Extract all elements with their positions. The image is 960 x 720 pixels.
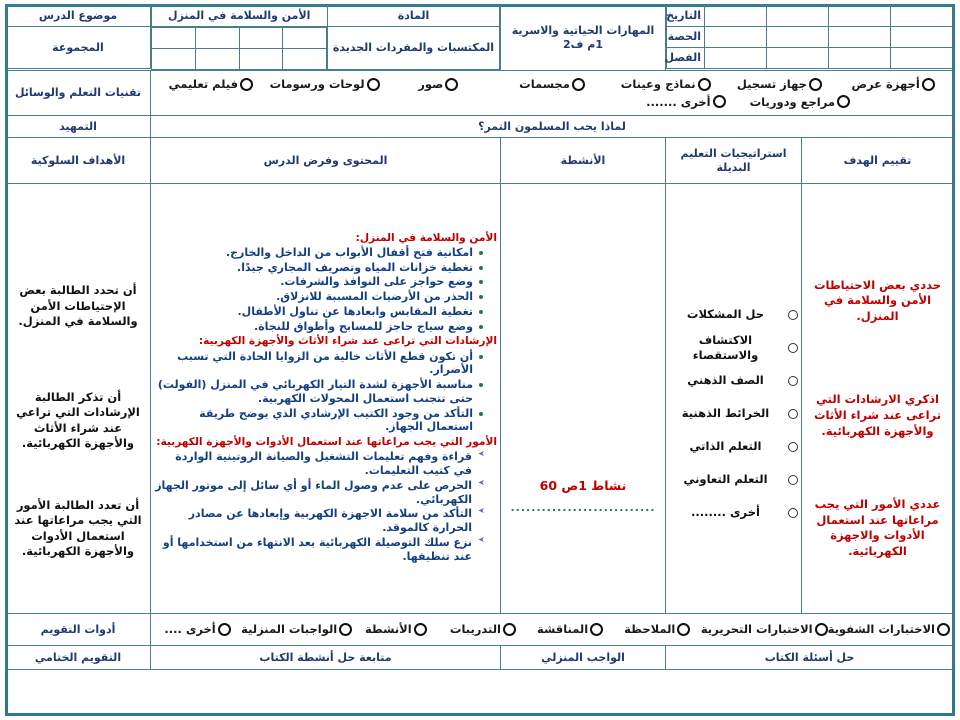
col-header-strategies: استراتيجيات التعليم البديلة xyxy=(666,138,802,184)
option-label: الملاحظة xyxy=(624,622,676,637)
blank-cell-c2 xyxy=(829,48,891,69)
col-header-evaluation: تقييم الهدف xyxy=(802,138,954,184)
class-label: الفصل xyxy=(667,48,705,69)
content-bullet-item: وضع حواجز على النوافذ والشرفات. xyxy=(154,275,485,289)
assessment-option-7[interactable] xyxy=(154,622,241,636)
new-vocab-label: المكتسبات والمفردات الجديدة xyxy=(328,26,500,70)
option-label: الاختبارات الشفوية xyxy=(827,622,935,637)
blank-cell-b4 xyxy=(705,27,767,48)
blank-cell-c3 xyxy=(767,48,829,69)
media-option-b1[interactable] xyxy=(646,95,726,109)
header-left-grid xyxy=(666,5,954,71)
warmup-row xyxy=(6,116,954,138)
content-section-list xyxy=(154,246,485,334)
checkbox-ring-icon[interactable] xyxy=(414,623,427,636)
content-bullet-item: تغطية المقابس وابعادها عن تناول الأطفال. xyxy=(154,305,485,319)
option-label: الاختبارات التحريرية xyxy=(700,622,813,637)
content-bullet-item: امكانية فتح أقفال الأبواب من الداخل والخارج. xyxy=(154,246,485,260)
strategy-label: الاكتشاف والاستقصاء xyxy=(692,333,759,362)
blank-cell-d3 xyxy=(195,27,239,48)
checkbox-ring-icon[interactable] xyxy=(445,78,458,91)
blank-cell-e1 xyxy=(283,48,327,69)
homework-value: حل أسئلة الكتاب xyxy=(666,646,954,670)
header-right-labels xyxy=(6,5,151,71)
group-label: المجموعة xyxy=(6,27,150,69)
option-label: لوحات ورسومات xyxy=(269,77,365,92)
content-section-title: الإرشادات التي تراعى عند شراء الأثاث والأجهزة الكهربية: xyxy=(198,335,497,348)
assessment-option-6[interactable] xyxy=(241,622,352,636)
option-label: الأنشطة xyxy=(364,622,412,637)
media-option-5[interactable] xyxy=(268,77,382,91)
strategy-label: التعلم الذاتي xyxy=(689,439,762,454)
strategy-option-5[interactable] xyxy=(669,463,798,496)
content-bullet-item: ➤ الحرص على عدم وصول الماء أو أي سائل إلى موتور الجهاز الكهربائي. xyxy=(154,479,485,507)
content-bullet-item: الحذر من الأرضيات المسببة للانزلاق. xyxy=(154,290,485,304)
media-row xyxy=(6,71,954,116)
media-label: تقنيات التعلم والوسائل xyxy=(6,71,151,116)
media-options-cell xyxy=(151,71,954,116)
checkbox-ring-icon[interactable] xyxy=(218,623,231,636)
lesson-topic-label: موضوع الدرس xyxy=(6,6,150,27)
option-label: مراجع ودوريات xyxy=(749,94,835,109)
evaluation-item: حددي بعض الاحتياطات الأمن والسلامة في المنزل. xyxy=(813,277,942,323)
blank-cell-a4 xyxy=(705,6,767,27)
checkbox-ring-icon[interactable] xyxy=(788,475,798,485)
warmup-value: لماذا يحب المسلمون التمر؟ xyxy=(151,116,954,138)
column-headers-row xyxy=(6,138,954,184)
content-section-title: الأمن والسلامة في المنزل: xyxy=(355,231,497,244)
blank-cell-b2 xyxy=(829,27,891,48)
evaluation-item: اذكري الارشادات التي تراعى عند شراء الأثاث والأجهزة الكهربائية. xyxy=(813,392,942,438)
media-options-line-1 xyxy=(154,77,950,91)
strategy-label: حل المشكلات xyxy=(686,307,765,322)
blank-cell-d4 xyxy=(152,27,196,48)
media-option-b0[interactable] xyxy=(750,95,850,109)
subject-value: المهارات الحياتية والاسرية 1م ف2 xyxy=(501,5,666,71)
media-option-3[interactable] xyxy=(495,77,609,91)
date-label: التاريخ xyxy=(667,6,705,27)
objectives-list xyxy=(9,283,147,560)
content-section-list xyxy=(154,350,485,435)
strategy-label: الخرائط الذهنية xyxy=(681,406,770,421)
checkbox-ring-icon[interactable] xyxy=(809,78,822,91)
checkbox-ring-icon[interactable] xyxy=(788,508,798,518)
option-label: أخرى ....... xyxy=(646,94,711,109)
content-bullet-item: ➤ نزع سلك التوصيلة الكهربائية بعد الانتهاء من استخدامها أو عند تنظيفها. xyxy=(154,536,485,564)
warmup-label: التمهيد xyxy=(6,116,151,138)
blank-cell-e2 xyxy=(239,48,283,69)
checkbox-ring-icon[interactable] xyxy=(788,409,798,419)
final-assessment-label: التقويم الختامي xyxy=(6,646,151,670)
period-label: الحصة xyxy=(667,27,705,48)
blank-cell-c1 xyxy=(891,48,953,69)
option-label: مجسمات xyxy=(519,77,570,92)
strategy-option-3[interactable] xyxy=(669,397,798,430)
header-row-topic xyxy=(6,5,954,71)
blank-cell-d2 xyxy=(239,27,283,48)
checkbox-ring-icon[interactable] xyxy=(590,623,603,636)
checkbox-ring-icon[interactable] xyxy=(788,310,798,320)
blank-cell-a1 xyxy=(891,6,953,27)
main-body-row xyxy=(6,184,954,614)
option-label: المناقشة xyxy=(537,622,589,637)
strategy-option-0[interactable] xyxy=(669,298,798,331)
content-bullet-item: مناسبة الأجهزة لشدة التيار الكهربائي في المنزل (الفولت) حتى تتجنب استعمال المحولات الكهربية. xyxy=(154,378,485,406)
media-option-0[interactable] xyxy=(836,77,950,91)
option-label: التدريبات xyxy=(449,622,501,637)
checkbox-ring-icon[interactable] xyxy=(240,78,253,91)
assessment-options-line-1 xyxy=(154,622,950,636)
content-bullet-item: وضع سياج حاجز للمسابح وأطواق للنجاة. xyxy=(154,320,485,334)
strategy-label: الصف الذهني xyxy=(687,373,764,388)
assessment-option-2[interactable] xyxy=(614,622,701,636)
evaluation-cell xyxy=(802,184,954,614)
blank-cell-e4 xyxy=(152,48,196,69)
blank-cell-a3 xyxy=(767,6,829,27)
checkbox-ring-icon[interactable] xyxy=(937,623,950,636)
assessment-options-cell xyxy=(151,614,954,646)
lesson-topic-value: الأمن والسلامة في المنزل xyxy=(151,5,328,26)
strategy-label: التعلم التعاوني xyxy=(683,472,768,487)
assessment-option-4[interactable] xyxy=(439,622,526,636)
option-label: صور xyxy=(418,77,444,92)
homework-label: الواجب المنزلي xyxy=(501,646,666,670)
header-mid-grid xyxy=(151,5,501,71)
subject-label: المادة xyxy=(328,5,500,26)
checkbox-ring-icon[interactable] xyxy=(572,78,585,91)
content-sections xyxy=(154,232,497,564)
col-header-activities: الأنشطة xyxy=(501,138,666,184)
content-section-title: الأمور التي يجب مراعاتها عند استعمال الأدوات والأجهزة الكهربية: xyxy=(156,436,497,449)
option-label: نماذج وعينات xyxy=(620,77,696,92)
group-blank-grid xyxy=(151,26,328,70)
checkbox-ring-icon[interactable] xyxy=(815,623,828,636)
content-bullet-item: أن تكون قطع الأثاث خالية من الزوايا الحادة التي تسبب الأضرار. xyxy=(154,350,485,378)
objective-item: أن تعدد الطالبة الأمور التي يجب مراعاتها عند استعمال الأدوات والأجهزة الكهربائية. xyxy=(14,497,142,559)
final-assessment-value: متابعة حل أنشطة الكتاب xyxy=(151,646,501,670)
objectives-cell xyxy=(6,184,151,614)
option-label: أجهزة عرض xyxy=(851,77,920,92)
evaluation-item: عددي الأمور التي يجب مراعاتها عند استعمال الأدوات والاجهزة الكهربائية. xyxy=(814,497,941,558)
media-option-1[interactable] xyxy=(723,77,837,91)
final-assessment-row xyxy=(6,646,954,670)
checkbox-ring-icon[interactable] xyxy=(367,78,380,91)
content-cell xyxy=(151,184,501,614)
strategies-list xyxy=(669,298,798,529)
media-options-line-2 xyxy=(154,95,950,109)
checkbox-ring-icon[interactable] xyxy=(788,442,798,452)
col-header-content: المحتوى وفرض الدرس xyxy=(151,138,501,184)
evaluation-list xyxy=(805,278,950,559)
blank-cell-b3 xyxy=(767,27,829,48)
checkbox-ring-icon[interactable] xyxy=(677,623,690,636)
strategy-option-6[interactable] xyxy=(669,496,798,529)
blank-cell-c4 xyxy=(705,48,767,69)
checkbox-ring-icon[interactable] xyxy=(788,376,798,386)
content-bullet-item: تغطية خزانات المياه وتصريف المجاري جيدًا. xyxy=(154,261,485,275)
checkbox-ring-icon[interactable] xyxy=(698,78,711,91)
checkbox-ring-icon[interactable] xyxy=(837,95,850,108)
option-label: أخرى .... xyxy=(164,622,216,637)
blank-cell-d1 xyxy=(283,27,327,48)
media-option-6[interactable] xyxy=(154,77,268,91)
strategy-label: أخرى ........ xyxy=(691,505,760,520)
content-section-list xyxy=(154,450,485,563)
checkbox-ring-icon[interactable] xyxy=(503,623,516,636)
activity-dots: ............................ xyxy=(510,501,656,515)
checkbox-ring-icon[interactable] xyxy=(788,343,798,353)
lesson-plan-table xyxy=(5,4,954,670)
blank-cell-e3 xyxy=(195,48,239,69)
content-bullet-item: ➤ التأكد من سلامة الاجهزة الكهربية وإبعادها عن مصادر الحرارة كالموقد. xyxy=(154,507,485,535)
assessment-option-5[interactable] xyxy=(352,622,439,636)
blank-cell-b1 xyxy=(891,27,953,48)
option-label: فيلم تعليمي xyxy=(168,77,239,92)
assessment-option-0[interactable] xyxy=(828,622,950,636)
content-bullet-item: ➤ قراءة وفهم تعليمات التشغيل والصيانة الروتينية الواردة في كتيب التعليمات. xyxy=(154,450,485,478)
checkbox-ring-icon[interactable] xyxy=(339,623,352,636)
objective-item: أن تذكر الطالبة الإرشادات التي تراعي عند شراء الأثاث والأجهزة الكهربائية. xyxy=(16,389,140,451)
objective-item: أن تحدد الطالبة بعض الإحتياطات الأمن والسلامة في المنزل. xyxy=(18,283,138,329)
assessment-option-1[interactable] xyxy=(701,622,828,636)
media-option-2[interactable] xyxy=(609,77,723,91)
option-label: الواجبات المنزلية xyxy=(241,622,338,637)
blank-cell-a2 xyxy=(829,6,891,27)
checkbox-ring-icon[interactable] xyxy=(922,78,935,91)
option-label: جهاز تسجيل xyxy=(736,77,807,92)
strategies-top-spacer xyxy=(669,268,798,298)
col-header-objectives: الأهداف السلوكية xyxy=(6,138,151,184)
strategy-option-4[interactable] xyxy=(669,430,798,463)
assessment-tools-label: أدوات التقويم xyxy=(6,614,151,646)
activity-text: نشاط 1ص 60 xyxy=(539,477,627,493)
media-option-4[interactable] xyxy=(381,77,495,91)
strategies-cell xyxy=(666,184,802,614)
checkbox-ring-icon[interactable] xyxy=(713,95,726,108)
activities-cell xyxy=(501,184,666,614)
strategy-option-2[interactable] xyxy=(669,364,798,397)
assessment-option-3[interactable] xyxy=(527,622,614,636)
assessment-tools-row xyxy=(6,614,954,646)
content-bullet-item: التأكد من وجود الكتيب الإرشادي الذي يوضح طريقة استعمال الجهاز. xyxy=(154,407,485,435)
strategy-option-1[interactable] xyxy=(669,331,798,364)
